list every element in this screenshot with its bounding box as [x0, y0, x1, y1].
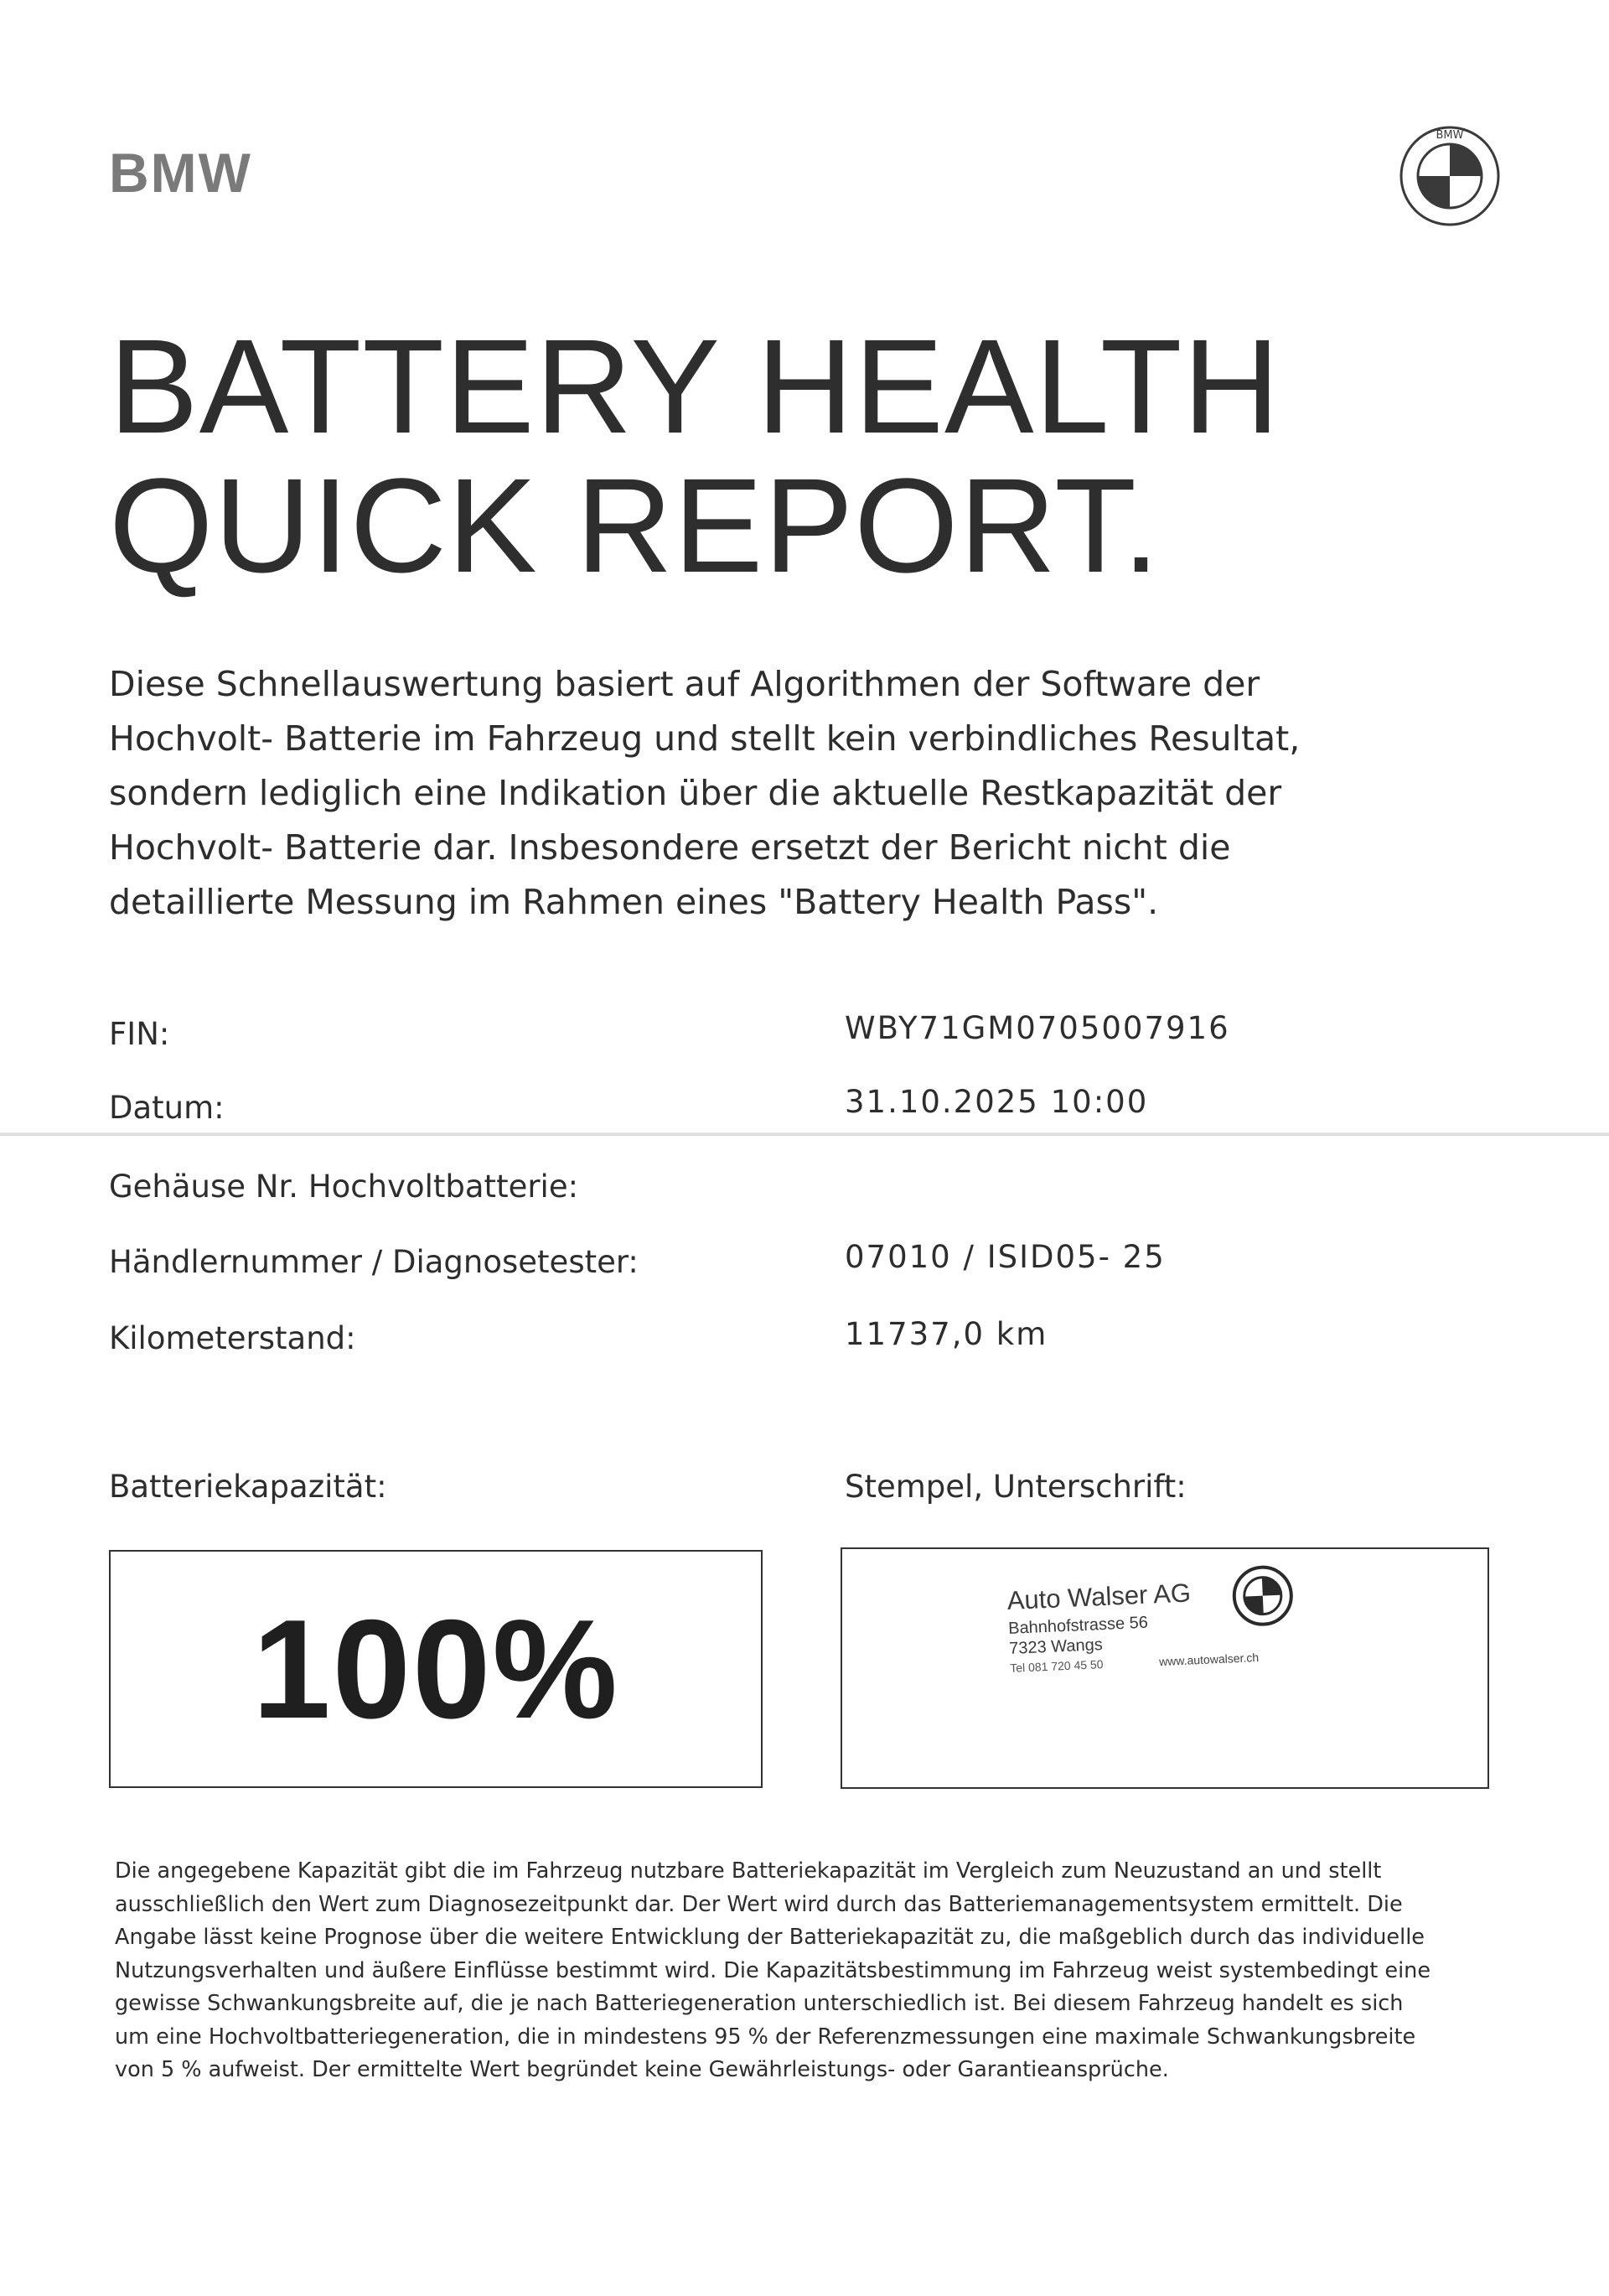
stamp-website: www.autowalser.ch [1158, 1650, 1260, 1669]
capacity-label: Batteriekapazität: [109, 1469, 387, 1505]
bmw-roundel-icon [1398, 124, 1502, 228]
disclaimer-line: Die angegebene Kapazität gibt die im Fahrzeug nutzbare Batteriekapazität im Vergleich zum Neuzustand an und stellt [115, 1858, 1382, 1884]
dealer-stamp [1006, 1573, 1312, 1695]
intro-line: Diese Schnellauswertung basiert auf Algorithmen der Software der [109, 664, 1260, 704]
disclaimer-line: von 5 % aufweist. Der ermittelte Wert begründet keine Gewährleistungs- oder Garantieansprüche. [115, 2057, 1169, 2082]
stamp-box [841, 1547, 1489, 1789]
intro-paragraph [109, 657, 1483, 930]
paper-fold-line [0, 1132, 1609, 1136]
intro-line: sondern lediglich eine Indikation über die aktuelle Restkapazität der [109, 773, 1282, 813]
battery-housing-label: Gehäuse Nr. Hochvoltbatterie: [109, 1169, 579, 1205]
logo-letters: BMW [1436, 129, 1464, 142]
capacity-value: 100% [252, 1589, 619, 1748]
date-value: 31.10.2025 10:00 [845, 1084, 1149, 1120]
disclaimer-text [115, 1855, 1489, 2087]
stamp-dealer-name: Auto Walser AG [1006, 1578, 1192, 1615]
capacity-box [109, 1550, 763, 1788]
page-title [109, 311, 1281, 600]
title-line-1: BATTERY HEALTH [109, 311, 1281, 461]
disclaimer-line: Nutzungsverhalten und äußere Einflüsse bestimmt wird. Die Kapazitätsbestimmung im Fahrzeug weist systembedingt eine [115, 1957, 1431, 1983]
intro-line: detaillierte Messung im Rahmen eines "Battery Health Pass". [109, 882, 1159, 922]
mileage-label: Kilometerstand: [109, 1320, 356, 1356]
stamp-phone: Tel 081 720 45 50 [1009, 1657, 1104, 1675]
fin-value: WBY71GM0705007916 [845, 1010, 1230, 1046]
date-label: Datum: [109, 1090, 225, 1126]
bmw-roundel-icon [1230, 1563, 1295, 1628]
dealer-tester-value: 07010 / ISID05- 25 [845, 1239, 1166, 1275]
stamp-street: Bahnhofstrasse 56 [1007, 1613, 1149, 1638]
fin-label: FIN: [109, 1016, 170, 1052]
disclaimer-line: Angabe lässt keine Prognose über die weitere Entwicklung der Batteriekapazität zu, die maßgeblich durch das individuelle [115, 1925, 1425, 1950]
stamp-label: Stempel, Unterschrift: [845, 1469, 1187, 1505]
mileage-value: 11737,0 km [845, 1316, 1048, 1352]
disclaimer-line: gewisse Schwankungsbreite auf, die je nach Batteriegeneration unterschiedlich ist. Bei diesem Fahrzeug handelt es sich [115, 1991, 1404, 2016]
intro-line: Hochvolt- Batterie dar. Insbesondere ersetzt der Bericht nicht die [109, 827, 1231, 868]
brand-wordmark: BMW [109, 142, 252, 204]
disclaimer-line: ausschließlich den Wert zum Diagnosezeitpunkt dar. Der Wert wird durch das Batteriemanagementsystem ermittelt. Die [115, 1891, 1403, 1917]
dealer-tester-label: Händlernummer / Diagnosetester: [109, 1244, 639, 1280]
stamp-city: 7323 Wangs [1008, 1635, 1104, 1658]
disclaimer-line: um eine Hochvoltbatteriegeneration, die in mindestens 95 % der Referenzmessungen eine maximale Schwankungsbreite [115, 2024, 1416, 2050]
title-line-2: QUICK REPORT. [109, 450, 1161, 600]
intro-line: Hochvolt- Batterie im Fahrzeug und stellt kein verbindliches Resultat, [109, 718, 1301, 759]
